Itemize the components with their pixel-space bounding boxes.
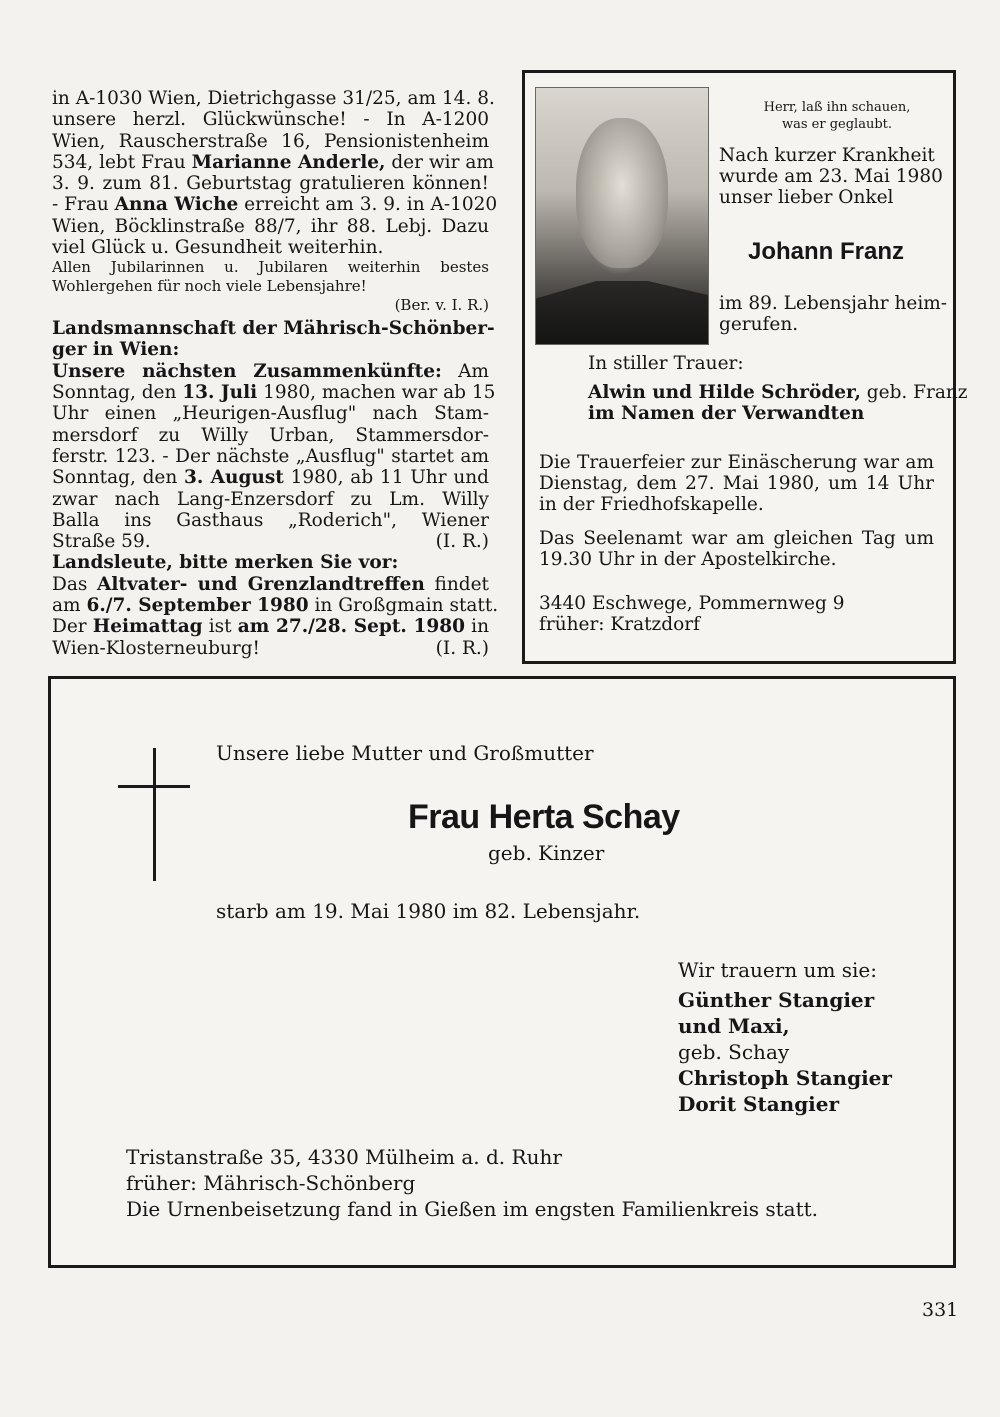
page-number: 331 <box>922 1299 959 1321</box>
maiden-name: geb. Kinzer <box>488 841 605 865</box>
text-line: Wien, Rauscherstraße 16, Pensionistenheim <box>52 130 489 152</box>
left-column-article <box>52 88 499 659</box>
funeral-info <box>539 452 934 515</box>
text-line: gerufen. <box>719 314 799 335</box>
section-heading: ger in Wien: <box>52 339 180 361</box>
text-line: Straße 59. (I. R.) <box>52 531 489 553</box>
text-line: Tristanstraße 35, 4330 Mülheim a. d. Ruhr <box>126 1145 562 1169</box>
obituary-age <box>719 293 948 335</box>
motto-line: was er geglaubt. <box>781 116 893 132</box>
text-line: Uhr einen „Heurigen-Ausflug" nach Stam- <box>52 403 489 425</box>
text-line: Wien-Klosterneuburg! (I. R.) <box>52 637 489 659</box>
obituary-footer <box>126 1144 818 1222</box>
family-address <box>539 593 844 635</box>
section-heading: Landsmannschaft der Mährisch-Schönber- <box>52 318 495 340</box>
obituary-motto <box>740 100 934 133</box>
text-line: - Frau Anna Wiche erreicht am 3. 9. in A-1020 <box>52 194 498 216</box>
portrait-suit <box>536 274 708 344</box>
text-line: ferstr. 123. - Der nächste „Ausflug" startet am <box>52 445 489 467</box>
mourning-label: Wir trauern um sie: <box>678 958 877 982</box>
text-line: im 89. Lebensjahr heim- <box>719 293 948 314</box>
jubilarian-name: Anna Wiche <box>114 194 239 216</box>
text-line: im Namen der Verwandten <box>588 403 865 424</box>
text-line: 3440 Eschwege, Pommernweg 9 <box>539 593 845 614</box>
deceased-name: Frau Herta Schay <box>408 798 680 836</box>
portrait-head <box>576 118 668 268</box>
text-line: Sonntag, den 13. Juli 1980, machen war ab 15 <box>52 382 496 404</box>
mourner: Günther Stangier <box>678 988 875 1012</box>
text-line: Nach kurzer Krankheit <box>719 145 935 166</box>
attribution: (I. R.) <box>435 637 489 659</box>
text-line: 534, lebt Frau Marianne Anderle, der wir am <box>52 151 494 173</box>
text-line: Alwin und Hilde Schröder, geb. Franz <box>588 382 968 403</box>
text-line: Dienstag, dem 27. Mai 1980, um 14 Uhr <box>539 473 934 494</box>
text-line: früher: Mährisch-Schönberg <box>126 1171 416 1195</box>
jubilarian-name: Marianne Anderle, <box>191 151 386 173</box>
text-line: Balla ins Gasthaus „Roderich", Wiener <box>52 509 489 531</box>
obituary-intro: Unsere liebe Mutter und Großmutter <box>216 741 594 765</box>
mourner: Dorit Stangier <box>678 1092 840 1116</box>
text-line: Sonntag, den 3. August 1980, ab 11 Uhr und <box>52 467 489 489</box>
death-date: starb am 19. Mai 1980 im 82. Lebensjahr. <box>216 899 641 923</box>
mourner: Christoph Stangier <box>678 1066 892 1090</box>
text-line: 19.30 Uhr in der Apostelkirche. <box>539 549 837 570</box>
text-line: Die Urnenbeisetzung fand in Gießen im engsten Familienkreis statt. <box>126 1197 819 1221</box>
text-line: mersdorf zu Willy Urban, Stammersdor- <box>52 424 489 446</box>
text-line: früher: Kratzdorf <box>539 614 700 635</box>
mourners <box>588 382 968 424</box>
obituary-intro <box>719 145 943 208</box>
mourning-label: In stiller Trauer: <box>588 353 744 374</box>
text-line: unsere herzl. Glückwünsche! - In A-1200 <box>52 109 489 131</box>
text-line: in A-1030 Wien, Dietrichgasse 31/25, am 14. 8. <box>52 88 495 109</box>
attribution: (I. R.) <box>435 531 489 553</box>
text-line: Das Altvater- und Grenzlandtreffen findet <box>52 573 489 595</box>
text-line: Die Trauerfeier zur Einäscherung war am <box>539 452 934 473</box>
text-line: unser lieber Onkel <box>719 187 894 208</box>
attribution: (Ber. v. I. R.) <box>394 295 489 314</box>
text-line: zwar nach Lang-Enzersdorf zu Lm. Willy <box>52 488 489 510</box>
text-line-small: Allen Jubilarinnen u. Jubilaren weiterhin bestes <box>52 258 489 277</box>
deceased-name: Johann Franz <box>748 238 905 265</box>
subheading: Unsere nächsten Zusammenkünfte: Am <box>52 360 489 382</box>
requiem-info <box>539 528 934 570</box>
text-line: Das Seelenamt war am gleichen Tag um <box>539 528 934 549</box>
section-heading: Landsleute, bitte merken Sie vor: <box>52 552 399 574</box>
text-line: in der Friedhofskapelle. <box>539 494 764 515</box>
text-line: am 6./7. September 1980 in Großgmain statt. <box>52 595 499 617</box>
text-line: 3. 9. zum 81. Geburtstag gratulieren können! <box>52 173 489 195</box>
cross-icon <box>153 748 156 881</box>
text-line-small: Wohlergehen für noch viele Lebensjahre! <box>52 276 367 295</box>
mourners <box>678 987 892 1117</box>
motto-line: Herr, laß ihn schauen, <box>763 100 911 115</box>
mourner: und Maxi, <box>678 1014 790 1038</box>
mourner: geb. Schay <box>678 1040 790 1064</box>
text-line: viel Glück u. Gesundheit weiterhin. <box>52 237 384 259</box>
text-line: Der Heimattag ist am 27./28. Sept. 1980 in <box>52 616 489 638</box>
cross-icon-bar <box>118 785 190 788</box>
portrait-photo <box>535 87 709 345</box>
text-line: Wien, Böcklinstraße 88/7, ihr 88. Lebj. Dazu <box>52 215 489 237</box>
text-line: wurde am 23. Mai 1980 <box>719 166 943 187</box>
